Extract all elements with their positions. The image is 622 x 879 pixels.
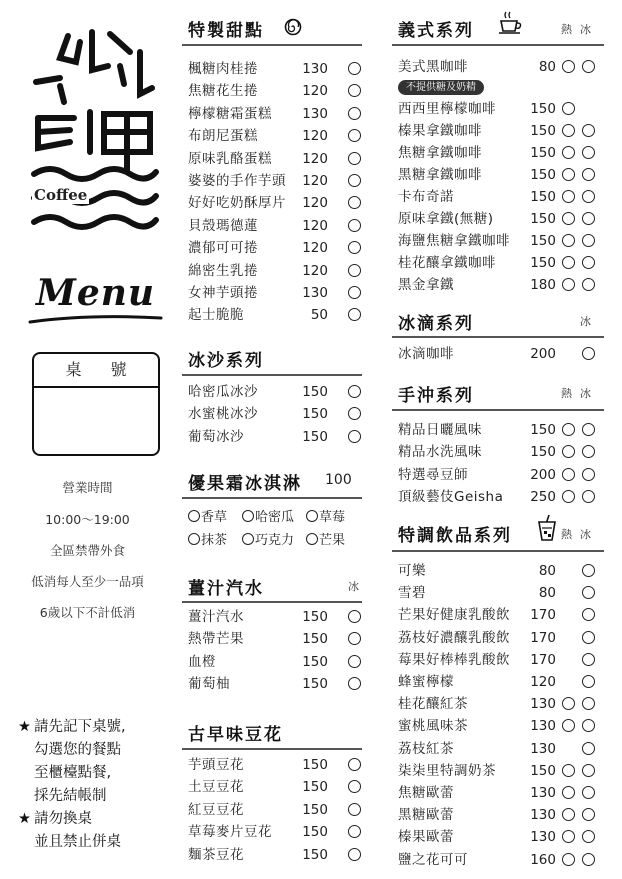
item-name: 起士脆脆: [188, 307, 244, 324]
item-name: 黑糖歐蕾: [398, 807, 454, 824]
order-checkbox[interactable]: [582, 564, 595, 577]
item-name: 濃郁可可捲: [188, 240, 258, 257]
ordering-notes: ★ 請先記下桌號, 勾選您的餐點 至櫃檯點餐, 採先結帳制 ★ 請勿換桌 並且禁止併桌: [18, 716, 168, 854]
coffee-cup-icon: [498, 10, 524, 36]
order-checkbox[interactable]: [348, 308, 361, 321]
order-checkbox[interactable]: [582, 853, 595, 866]
menu-item-row: [188, 237, 366, 259]
item-name: 桂花釀拿鐵咖啡: [398, 255, 496, 271]
hot-checkbox[interactable]: [562, 146, 575, 159]
order-checkbox[interactable]: [582, 124, 595, 137]
hot-checkbox[interactable]: [562, 190, 575, 203]
menu-item-row: [398, 649, 608, 671]
item-price: 80: [538, 585, 556, 602]
flavor-checkbox[interactable]: [306, 533, 318, 545]
item-price: 120: [302, 83, 328, 100]
menu-item-row: [188, 80, 366, 102]
item-name: 布朗尼蛋糕: [188, 128, 258, 145]
item-price: 150: [530, 255, 556, 271]
menu-item-row: [398, 464, 608, 486]
item-name: 榛果拿鐵咖啡: [398, 123, 482, 139]
order-checkbox[interactable]: [348, 632, 361, 645]
menu-item-row: [188, 844, 366, 866]
order-checkbox[interactable]: [348, 848, 361, 861]
order-checkbox[interactable]: [582, 146, 595, 159]
item-price: 150: [530, 145, 556, 161]
item-price: 170: [530, 651, 556, 668]
item-name: 好好吃奶酥厚片: [188, 195, 286, 212]
item-price: 130: [530, 696, 556, 713]
icecream-flavor-option[interactable]: [242, 506, 294, 525]
item-price: 130: [530, 829, 556, 846]
item-name: 美式黑咖啡: [398, 59, 468, 75]
item-name: 原味拿鐵(無糖): [398, 211, 494, 227]
item-price: 120: [530, 674, 556, 690]
order-checkbox[interactable]: [582, 278, 595, 291]
item-price: 150: [302, 779, 328, 796]
menu-item-row: [188, 651, 366, 673]
under-six-note: 6歲以下不計低消: [39, 605, 136, 620]
menu-item-row: [398, 782, 608, 804]
item-name: 土豆豆花: [188, 779, 244, 796]
order-checkbox[interactable]: [582, 445, 595, 458]
menu-item-row: [398, 738, 608, 760]
flavor-checkbox[interactable]: [242, 510, 254, 522]
item-price: 160: [530, 851, 556, 868]
item-name: 焦糖拿鐵咖啡: [398, 145, 482, 161]
order-checkbox[interactable]: [348, 385, 361, 398]
menu-item-row: [188, 403, 366, 425]
item-price: 170: [530, 607, 556, 624]
hot-checkbox[interactable]: [562, 719, 575, 732]
item-name: 柒柒里特調奶茶: [398, 762, 496, 779]
item-name: 貝殼瑪德蓮: [188, 217, 258, 234]
order-checkbox[interactable]: [348, 196, 361, 209]
menu-item-row: [398, 849, 608, 871]
star-icon: ★: [18, 719, 31, 735]
item-name: 紅豆豆花: [188, 801, 244, 818]
item-price: 150: [530, 101, 556, 117]
item-name: 女神芋頭捲: [188, 285, 258, 301]
icecream-price: 100: [325, 472, 352, 488]
item-price: 150: [530, 189, 556, 205]
item-price: 120: [302, 217, 328, 234]
item-name: 蜜桃風味茶: [398, 718, 468, 735]
menu-item-row: [188, 426, 366, 448]
hot-checkbox[interactable]: [562, 278, 575, 291]
item-price: 150: [302, 384, 328, 400]
flavor-label: 香草: [201, 510, 228, 525]
menu-item-row: [398, 208, 608, 230]
order-checkbox[interactable]: [348, 803, 361, 816]
item-price: 120: [302, 195, 328, 212]
menu-item-row: [188, 673, 366, 695]
order-checkbox[interactable]: [582, 490, 595, 503]
item-name: 黑糖拿鐵咖啡: [398, 167, 482, 183]
flavor-checkbox[interactable]: [306, 510, 318, 522]
hot-checkbox[interactable]: [562, 124, 575, 137]
hot-checkbox[interactable]: [562, 808, 575, 821]
italian-hot-header: 熱: [561, 23, 572, 36]
item-price: 150: [530, 422, 556, 438]
item-price: 80: [538, 563, 556, 579]
colddrip-rule: [392, 336, 604, 338]
item-price: 130: [302, 105, 328, 122]
item-name: 婆婆的手作芋頭: [188, 173, 286, 189]
item-price: 170: [530, 629, 556, 646]
menu-item-row: [188, 628, 366, 650]
menu-item-row: [188, 103, 366, 125]
special-title: 特調飲品系列: [398, 526, 512, 546]
special-rule: [392, 550, 604, 552]
item-name: 精品水洗風味: [398, 444, 482, 461]
menu-item-row: [398, 604, 608, 626]
hours-label: 營業時間: [62, 480, 113, 495]
item-name: 榛果歐蕾: [398, 829, 454, 846]
item-name: 原味乳酪蛋糕: [188, 150, 272, 167]
menu-item-row: [398, 760, 608, 782]
menu-item-row: [188, 381, 366, 403]
item-price: 200: [530, 346, 556, 362]
order-checkbox[interactable]: [582, 719, 595, 732]
item-name: 芋頭豆花: [188, 757, 244, 773]
pourover-title: 手沖系列: [398, 386, 474, 406]
item-name: 楓糖肉桂捲: [188, 61, 258, 77]
item-price: 150: [530, 233, 556, 249]
italian-ice-header: 冰: [580, 23, 591, 36]
item-price: 150: [530, 211, 556, 227]
menu-item-row: [398, 186, 608, 208]
order-checkbox[interactable]: [582, 347, 595, 360]
item-name: 精品日曬風味: [398, 422, 482, 438]
menu-item-row: [398, 343, 608, 365]
menu-item-row: [398, 56, 608, 78]
order-checkbox[interactable]: [348, 677, 361, 690]
order-checkbox[interactable]: [348, 610, 361, 623]
menu-item-row: [398, 582, 608, 604]
menu-item-row: [188, 125, 366, 147]
order-checkbox[interactable]: [348, 780, 361, 793]
order-checkbox[interactable]: [348, 430, 361, 443]
item-name: 芒果好健康乳酸飲: [398, 607, 510, 624]
item-name: 哈密瓜冰沙: [188, 384, 258, 400]
order-checkbox[interactable]: [582, 256, 595, 269]
order-checkbox[interactable]: [348, 407, 361, 420]
item-price: 120: [302, 262, 328, 279]
item-name: 卡布奇諾: [398, 189, 454, 205]
item-name: 蜂蜜檸檬: [398, 674, 454, 690]
menu-item-row: [188, 192, 366, 214]
soda-title: 薑汁汽水: [188, 579, 264, 599]
hot-checkbox[interactable]: [562, 786, 575, 799]
menu-item-row: [398, 120, 608, 142]
menu-item-row: [398, 826, 608, 848]
item-name: 頂級藝伎Geisha: [398, 489, 504, 506]
menu-item-row: [188, 606, 366, 628]
menu-item-row: [398, 671, 608, 693]
item-price: 120: [302, 128, 328, 145]
menu-item-row: [398, 804, 608, 826]
smoothie-rule: [182, 374, 362, 376]
icecream-title: 優果霜冰淇淋: [188, 474, 302, 494]
colddrip-title: 冰滴系列: [398, 314, 474, 334]
item-name: 冰滴咖啡: [398, 346, 454, 362]
order-checkbox[interactable]: [582, 786, 595, 799]
desserts-title: 特製甜點: [188, 21, 264, 41]
soda-rule: [182, 601, 362, 603]
item-name: 鹽之花可可: [398, 851, 468, 868]
item-price: 250: [530, 489, 556, 506]
item-price: 120: [302, 173, 328, 189]
smoothie-title: 冰沙系列: [188, 351, 264, 371]
item-name: 葡萄柚: [188, 676, 230, 693]
special-ice-header: 冰: [580, 528, 591, 541]
douhua-title: 古早味豆花: [188, 725, 283, 745]
table-number-label: 桌 號: [34, 354, 158, 388]
item-price: 150: [302, 631, 328, 648]
item-price: 130: [530, 807, 556, 824]
menu-item-row: [398, 98, 608, 120]
order-checkbox[interactable]: [582, 742, 595, 755]
order-checkbox[interactable]: [348, 152, 361, 165]
order-checkbox[interactable]: [582, 168, 595, 181]
special-hot-header: 熱: [561, 528, 572, 541]
menu-item-row: [188, 148, 366, 170]
item-name: 荔枝好濃釀乳酸飲: [398, 629, 510, 646]
item-price: 150: [302, 653, 328, 670]
flavor-label: 芒果: [319, 533, 346, 548]
icecream-flavor-option[interactable]: [188, 529, 227, 548]
item-price: 150: [530, 167, 556, 183]
item-price: 130: [530, 718, 556, 735]
menu-item-row: [188, 170, 366, 192]
order-checkbox[interactable]: [562, 102, 575, 115]
item-name: 可樂: [398, 563, 426, 579]
item-name: 麵茶豆花: [188, 846, 244, 863]
order-checkbox[interactable]: [582, 697, 595, 710]
menu-item-row: [188, 282, 366, 304]
menu-item-row: [398, 627, 608, 649]
icecream-flavor-option[interactable]: [306, 529, 345, 548]
star-icon: ★: [18, 811, 31, 827]
hot-checkbox[interactable]: [562, 60, 575, 73]
item-price: 150: [302, 824, 328, 841]
menu-item-row: [188, 58, 366, 80]
icecream-flavor-option[interactable]: [242, 529, 294, 548]
hot-checkbox[interactable]: [562, 468, 575, 481]
order-checkbox[interactable]: [582, 653, 595, 666]
order-checkbox[interactable]: [348, 264, 361, 277]
no-outside-food: 全區禁帶外食: [49, 543, 125, 558]
item-name: 荔枝紅茶: [398, 740, 454, 757]
menu-item-row: [188, 776, 366, 798]
flavor-label: 草莓: [319, 510, 346, 525]
flavor-label: 哈密瓜: [255, 510, 295, 525]
item-name: 莓果好棒棒乳酸飲: [398, 651, 510, 668]
menu-item-row: [398, 715, 608, 737]
item-price: 150: [302, 846, 328, 863]
order-checkbox[interactable]: [348, 174, 361, 187]
item-price: 80: [538, 59, 556, 75]
menu-item-row: [188, 260, 366, 282]
italian-title: 義式系列: [398, 21, 474, 41]
item-price: 120: [302, 150, 328, 167]
item-name: 焦糖歐蕾: [398, 785, 454, 801]
order-checkbox[interactable]: [348, 825, 361, 838]
italian-rule: [392, 44, 604, 46]
item-price: 200: [530, 466, 556, 483]
item-name: 葡萄冰沙: [188, 428, 244, 445]
item-price: 150: [302, 609, 328, 625]
order-checkbox[interactable]: [582, 608, 595, 621]
item-name: 焦糖花生捲: [188, 83, 258, 100]
flavor-checkbox[interactable]: [188, 510, 200, 522]
menu-item-row: [398, 441, 608, 463]
flavor-checkbox[interactable]: [242, 533, 254, 545]
item-name: 草莓麥片豆花: [188, 824, 272, 841]
menu-item-row: [398, 164, 608, 186]
item-price: 50: [310, 307, 328, 324]
item-price: 150: [302, 676, 328, 693]
flavor-label: 抹茶: [201, 533, 228, 548]
item-price: 130: [302, 61, 328, 77]
left-panel: [0, 0, 175, 879]
hot-checkbox[interactable]: [562, 445, 575, 458]
item-price: 130: [530, 785, 556, 801]
hot-checkbox[interactable]: [562, 256, 575, 269]
flavor-label: 巧克力: [255, 533, 295, 548]
order-checkbox[interactable]: [582, 190, 595, 203]
order-checkbox[interactable]: [582, 808, 595, 821]
brand-logo: [30, 22, 160, 252]
menu-item-row: [188, 821, 366, 843]
item-price: 150: [530, 123, 556, 139]
item-name: 西西里檸檬咖啡: [398, 101, 496, 117]
icecream-flavor-option[interactable]: [188, 506, 227, 525]
order-checkbox[interactable]: [582, 212, 595, 225]
item-name: 綿密生乳捲: [188, 262, 258, 279]
order-checkbox[interactable]: [582, 675, 595, 688]
hot-checkbox[interactable]: [562, 423, 575, 436]
order-checkbox[interactable]: [348, 129, 361, 142]
hot-checkbox[interactable]: [562, 697, 575, 710]
item-name: 熱帶芒果: [188, 631, 244, 648]
item-price: 150: [302, 757, 328, 773]
item-name: 雪碧: [398, 585, 426, 602]
order-checkbox[interactable]: [348, 241, 361, 254]
order-checkbox[interactable]: [348, 286, 361, 299]
menu-item-row: [398, 560, 608, 582]
order-checkbox[interactable]: [582, 631, 595, 644]
item-price: 130: [530, 740, 556, 757]
item-name: 黑金拿鐵: [398, 277, 454, 293]
order-checkbox[interactable]: [348, 84, 361, 97]
item-name: 特選尋豆師: [398, 466, 468, 483]
order-checkbox[interactable]: [582, 468, 595, 481]
colddrip-ice-header: 冰: [580, 315, 591, 328]
hot-checkbox[interactable]: [562, 830, 575, 843]
minimum-charge: 低消每人至少一品項: [31, 574, 144, 589]
coffee-label: Coffee: [34, 186, 88, 204]
order-checkbox[interactable]: [582, 234, 595, 247]
menu-heading: Menu: [36, 272, 156, 314]
pourover-hot-header: 熱: [561, 387, 572, 400]
menu-item-row: [188, 215, 366, 237]
menu-item-row: [188, 304, 366, 326]
pourover-ice-header: 冰: [580, 387, 591, 400]
icecream-rule: [182, 497, 362, 499]
menu-item-row: [398, 419, 608, 441]
item-name: 薑汁汽水: [188, 609, 244, 625]
no-sugar-badge: 不提供糖及奶精: [398, 80, 484, 95]
roll-cake-icon: [284, 18, 302, 36]
menu-item-row: [398, 274, 608, 296]
hot-checkbox[interactable]: [562, 234, 575, 247]
menu-item-row: [188, 799, 366, 821]
item-name: 水蜜桃冰沙: [188, 406, 258, 423]
item-price: 150: [302, 801, 328, 818]
order-checkbox[interactable]: [582, 586, 595, 599]
menu-item-row: [398, 230, 608, 252]
menu-underline: [28, 312, 163, 326]
order-checkbox[interactable]: [582, 764, 595, 777]
item-price: 150: [302, 406, 328, 423]
order-checkbox[interactable]: [348, 758, 361, 771]
item-name: 桂花釀紅茶: [398, 696, 468, 713]
desserts-rule: [182, 44, 362, 46]
item-name: 海鹽焦糖拿鐵咖啡: [398, 233, 510, 249]
hot-checkbox[interactable]: [562, 212, 575, 225]
soda-ice-header: 冰: [348, 580, 359, 593]
item-price: 150: [530, 444, 556, 461]
drink-cup-icon: [536, 514, 558, 542]
order-checkbox[interactable]: [582, 423, 595, 436]
order-checkbox[interactable]: [348, 62, 361, 75]
item-price: 150: [302, 428, 328, 445]
hours-value: 10:00～19:00: [45, 512, 130, 527]
menu-item-row: [398, 252, 608, 274]
order-checkbox[interactable]: [348, 107, 361, 120]
hot-checkbox[interactable]: [562, 490, 575, 503]
item-name: 檸檬糖霜蛋糕: [188, 105, 272, 122]
menu-item-row: [398, 693, 608, 715]
item-name: 血橙: [188, 653, 216, 670]
item-price: 130: [302, 285, 328, 301]
table-number-box[interactable]: [32, 352, 160, 456]
douhua-rule: [182, 748, 362, 750]
hot-checkbox[interactable]: [562, 764, 575, 777]
order-checkbox[interactable]: [582, 830, 595, 843]
menu-item-row: [398, 486, 608, 508]
item-price: 180: [530, 277, 556, 293]
pourover-rule: [392, 409, 604, 411]
item-price: 120: [302, 240, 328, 257]
icecream-flavor-option[interactable]: [306, 506, 345, 525]
menu-item-row: [188, 754, 366, 776]
order-checkbox[interactable]: [348, 655, 361, 668]
flavor-checkbox[interactable]: [188, 533, 200, 545]
item-price: 150: [530, 762, 556, 779]
order-checkbox[interactable]: [582, 60, 595, 73]
hot-checkbox[interactable]: [562, 168, 575, 181]
menu-item-row: [398, 142, 608, 164]
order-checkbox[interactable]: [348, 219, 361, 232]
hot-checkbox[interactable]: [562, 853, 575, 866]
